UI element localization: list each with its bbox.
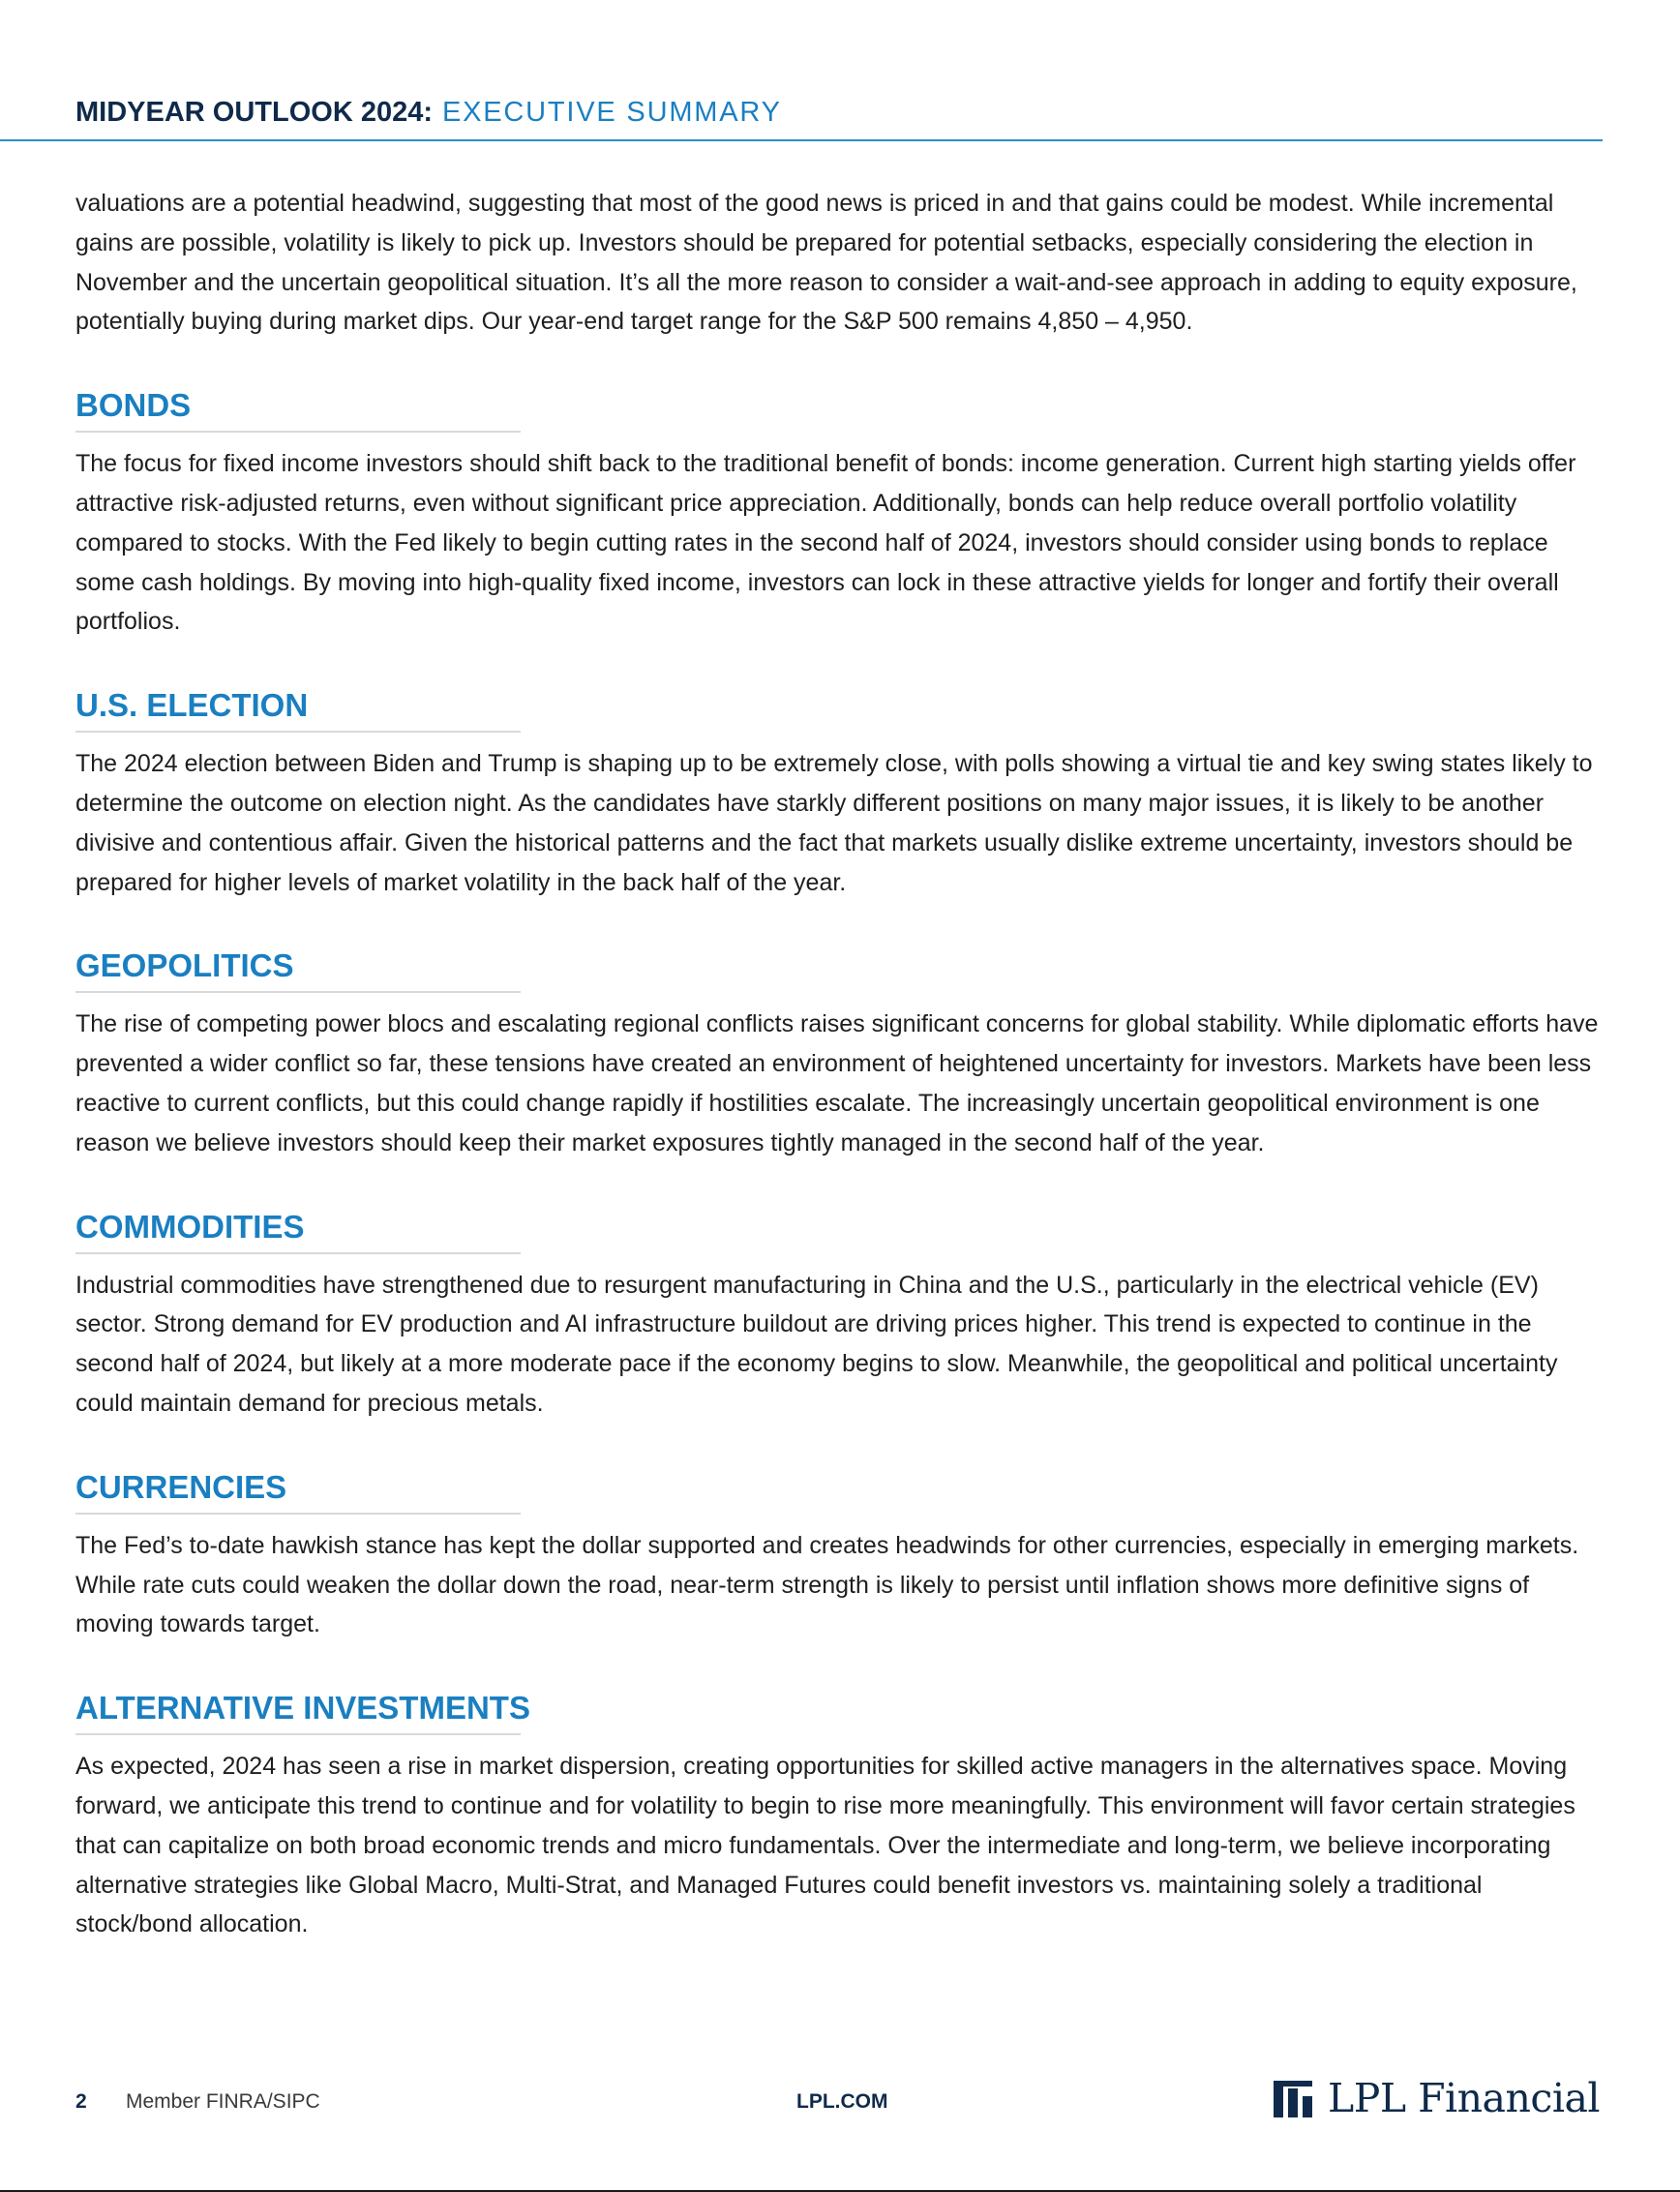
section-us-election <box>75 686 1599 902</box>
page-header <box>0 0 1603 141</box>
section-heading: GEOPOLITICS <box>75 946 521 993</box>
intro-paragraph: valuations are a potential headwind, suggesting that most of the good news is priced in and that gains could be modest. While incremental gains are possible, volatility is likely to pick up. Investors should be prepared for potential setbacks, especially considering the election in November and the uncertain geopolitical situation. It’s all the more reason to consider a wait-and-see approach in adding to equity exposure, potentially buying during market dips. Our year-end target range for the S&P 500 remains 4,850 – 4,950. <box>75 190 1577 336</box>
section-heading: ALTERNATIVE INVESTMENTS <box>75 1689 521 1735</box>
section-currencies <box>75 1468 1599 1644</box>
header-title-subtitle: EXECUTIVE SUMMARY <box>442 97 782 128</box>
section-body: The rise of competing power blocs and escalating regional conflicts raises significant concerns for global stability. While diplomatic efforts have prevented a wider conflict so far, these tensions have created an environment of heightened uncertainty for investors. Markets have been less reactive to current conflicts, but this could change rapidly if hostilities escalate. The increasingly uncertain geopolitical environment is one reason we believe investors should keep their market exposures tightly managed in the second half of the year. <box>75 1010 1599 1156</box>
section-body: The 2024 election between Biden and Trump is shaping up to be extremely close, with polls showing a virtual tie and key swing states likely to determine the outcome on election night. As the candidates have starkly different positions on many major issues, it is likely to be another divisive and contentious affair. Given the historical patterns and the fact that markets usually dislike extreme uncertainty, investors should be prepared for higher levels of market volatility in the back half of the year. <box>75 750 1593 896</box>
header-title-bold: MIDYEAR OUTLOOK 2024: <box>75 97 433 128</box>
website-link[interactable]: LPL.COM <box>796 2090 888 2113</box>
main-content <box>75 184 1599 1944</box>
page-number: 2 <box>75 2090 87 2113</box>
section-alternative-investments <box>75 1689 1599 1944</box>
section-geopolitics <box>75 946 1599 1162</box>
section-commodities <box>75 1208 1599 1424</box>
section-heading: COMMODITIES <box>75 1208 521 1254</box>
section-heading: CURRENCIES <box>75 1468 521 1515</box>
section-body: Industrial commodities have strengthened due to resurgent manufacturing in China and the U.S., particularly in the electrical vehicle (EV) sector. Strong demand for EV production and AI infrastructure buildout are driving prices higher. This trend is expected to continue in the second half of 2024, but likely at a more moderate pace if the economy begins to slow. Meanwhile, the geopolitical and political uncertainty could maintain demand for precious metals. <box>75 1271 1558 1417</box>
section-bonds <box>75 386 1599 642</box>
section-body: As expected, 2024 has seen a rise in market dispersion, creating opportunities for skilled active managers in the alternatives space. Moving forward, we anticipate this trend to continue and for volatility to begin to rise more meaningfully. This environment will favor certain strategies that can capitalize on both broad economic trends and micro fundamentals. Over the intermediate and long-term, we believe incorporating alternative strategies like Global Macro, Multi-Strat, and Managed Futures could benefit investors vs. maintaining solely a traditional stock/bond allocation. <box>75 1753 1575 1938</box>
section-body: The Fed’s to-date hawkish stance has kept the dollar supported and creates headwinds for other currencies, especially in emerging markets. While rate cuts could weaken the dollar down the road, near-term strength is likely to persist until inflation shows more definitive signs of moving towards target. <box>75 1531 1579 1638</box>
section-body: The focus for fixed income investors should shift back to the traditional benefit of bonds: income generation. Current high starting yields offer attractive risk-adjusted returns, even without significant price appreciation. Additionally, bonds can help reduce overall portfolio volatility compared to stocks. With the Fed likely to begin cutting rates in the second half of 2024, investors should consider using bonds to replace some cash holdings. By moving into high-quality fixed income, investors can lock in these attractive yields for longer and fortify their overall portfolios. <box>75 450 1576 636</box>
section-heading: U.S. ELECTION <box>75 686 521 733</box>
member-disclosure: Member FINRA/SIPC <box>126 2090 320 2113</box>
section-heading: BONDS <box>75 386 521 433</box>
header-title <box>75 93 782 132</box>
lpl-logo-mark-icon <box>1272 2077 1314 2119</box>
lpl-financial-logo <box>1272 2071 1600 2125</box>
page-footer <box>0 2061 1680 2139</box>
logo-wordmark: LPL Financial <box>1328 2075 1601 2121</box>
